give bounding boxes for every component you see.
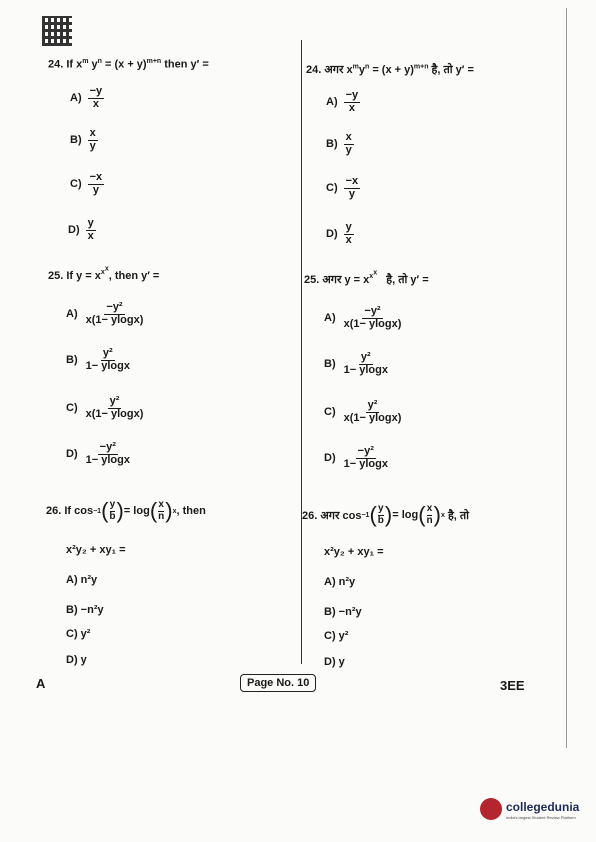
option-24b-right[interactable]: B) $\frac{x}{y}$ (326, 131, 352, 156)
option-26d-right[interactable]: D) y (324, 656, 345, 668)
question-24-left: 24. If $x^m$ $y^n = (x + y)^{m+n}$ then y′ = (48, 58, 209, 71)
paper-code: 3EE (500, 678, 525, 693)
option-26b-right[interactable]: B) −n²y (324, 606, 362, 618)
option-24d-left[interactable]: D) $\frac{y}{x}$ (68, 217, 94, 242)
option-26a-right[interactable]: A) n²y (324, 576, 356, 588)
set-code: A (36, 676, 46, 691)
option-25a-right[interactable]: A) $\frac{\text{−y²}}{x(1- ylogx)}$ (324, 305, 402, 330)
option-25c-left[interactable]: C) $\frac{\text{y²}}{x(1- ylogx)}$ (66, 395, 144, 420)
question-26-left-line2: x²y₂ + xy₁ = (66, 544, 126, 556)
question-26-right-line2: x²y₂ + xy₁ = (324, 546, 384, 558)
question-25-right: 25. अगर $y = x^{x^x}$ है, तो y′ = (304, 270, 429, 286)
option-24c-right[interactable]: C) $\frac{-x}{y}$ (326, 175, 359, 200)
collegedunia-logo (480, 798, 502, 820)
page-number: Page No. 10 (240, 674, 316, 692)
option-26c-right[interactable]: C) y² (324, 630, 349, 642)
qr-code (42, 16, 72, 46)
question-26-left: 26. If cos −1 ( y b ) = log ( x n ) x , then (46, 498, 206, 523)
option-25c-right[interactable]: C) $\frac{\text{y²}}{x(1- ylogx)}$ (324, 399, 402, 424)
option-25b-left[interactable]: B) $\frac{\text{y²}}{1- ylogx}$ (66, 347, 130, 372)
column-divider (301, 40, 302, 664)
question-24-right: 24. अगर $x^my^n = (x + y)^{m+n}$ है, तो y′ = (306, 63, 474, 76)
option-24c-left[interactable]: C) $\frac{-x}{y}$ (70, 171, 103, 196)
option-25a-left[interactable]: A) $\frac{\text{−y²}}{x(1- ylogx)}$ (66, 301, 144, 326)
option-26b-left[interactable]: B) −n²y (66, 604, 104, 616)
page-edge-line (566, 8, 567, 748)
watermark-tagline: India's largest Student Review Platform (506, 815, 576, 820)
option-25b-right[interactable]: B) $\frac{\text{y²}}{1- ylogx}$ (324, 351, 388, 376)
option-24a-left[interactable]: A) $\frac{-y}{x}$ (70, 85, 103, 110)
option-26d-left[interactable]: D) y (66, 654, 87, 666)
option-26c-left[interactable]: C) y² (66, 628, 91, 640)
question-26-right: 26. अगर cos −1 ( y b ) = log ( x n ) x है, तो (302, 502, 470, 527)
question-25-left: 25. If $y = x^{x^x}$, then y′ = (48, 266, 160, 282)
option-24a-right[interactable]: A) $\frac{-y}{x}$ (326, 89, 359, 114)
option-25d-right[interactable]: D) $\frac{\text{−y²}}{1- ylogx}$ (324, 445, 388, 470)
option-24d-right[interactable]: D) $\frac{y}{x}$ (326, 221, 352, 246)
option-25d-left[interactable]: D) $\frac{\text{−y²}}{1- ylogx}$ (66, 441, 130, 466)
watermark-brand: collegedunia (506, 800, 580, 814)
option-26a-left[interactable]: A) n²y (66, 574, 98, 586)
option-24b-left[interactable]: B) $\frac{x}{y}$ (70, 127, 96, 152)
